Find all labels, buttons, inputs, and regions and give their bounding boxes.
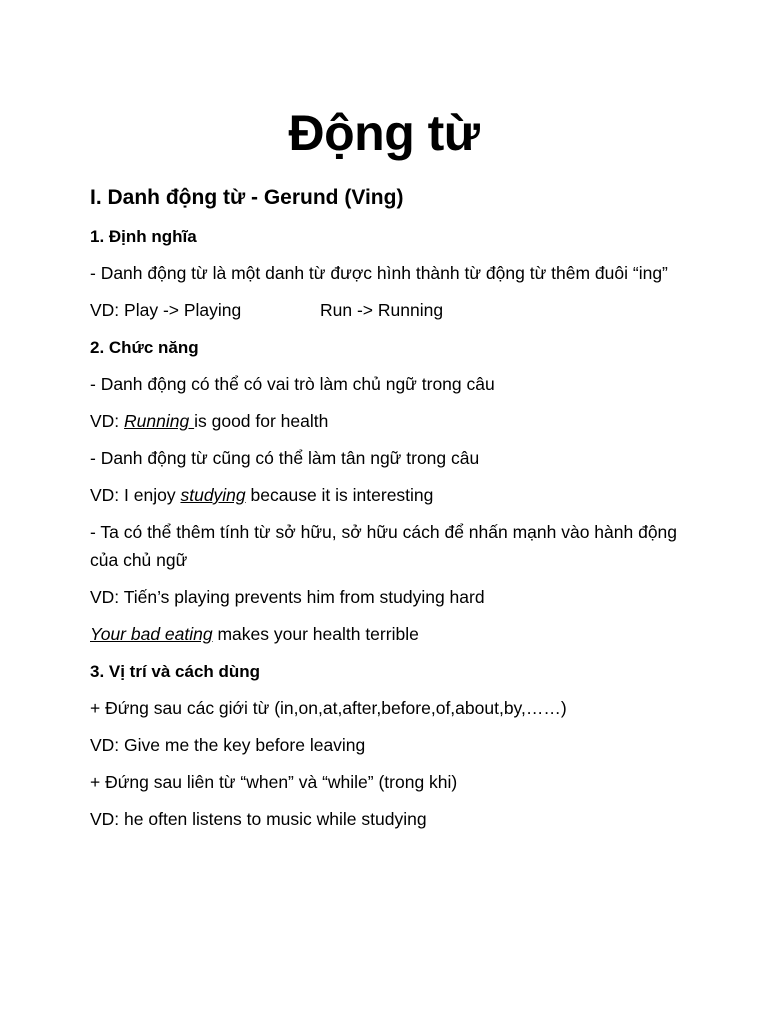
function-point-object: - Danh động từ cũng có thể làm tân ngữ trong câu bbox=[90, 448, 480, 468]
example-prefix: VD: bbox=[90, 411, 125, 431]
example-rest: because it is interesting bbox=[245, 485, 434, 505]
definition-example-line bbox=[90, 296, 678, 324]
function-point-subject: - Danh động có thể có vai trò làm chủ ngữ trong câu bbox=[90, 374, 495, 394]
document-title: Động từ bbox=[288, 105, 480, 161]
example-rest: makes your health terrible bbox=[212, 624, 419, 644]
definition-text: - Danh động từ là một danh từ được hình thành từ động từ thêm đuôi “ing” bbox=[90, 263, 668, 283]
function-point-possessive: - Ta có thể thêm tính từ sở hữu, sở hữu cách để nhấn mạnh vào hành động của chủ ngữ bbox=[90, 522, 678, 570]
example-prefix: VD: I enjoy bbox=[90, 485, 181, 505]
subheading-function: 2. Chức năng bbox=[90, 338, 199, 357]
usage-rule-prepositions: + Đứng sau các giới từ (in,on,at,after,before,of,about,by,……) bbox=[90, 698, 567, 718]
example-emphasis: Your bad eating bbox=[90, 624, 213, 644]
example-rest: is good for health bbox=[194, 411, 329, 431]
function-example-subject bbox=[90, 407, 678, 435]
example-emphasis: studying bbox=[180, 485, 246, 505]
usage-example-while-studying: VD: he often listens to music while studying bbox=[90, 809, 427, 829]
section-heading-gerund: I. Danh động từ - Gerund (Ving) bbox=[90, 186, 404, 209]
function-example-possessive: VD: Tiến’s playing prevents him from studying hard bbox=[90, 587, 485, 607]
usage-rule-conjunctions: + Đứng sau liên từ “when” và “while” (trong khi) bbox=[90, 772, 458, 792]
subheading-definition: 1. Định nghĩa bbox=[90, 227, 197, 246]
example-emphasis: Running bbox=[124, 411, 195, 431]
function-example-bad-eating bbox=[90, 620, 678, 648]
function-example-object bbox=[90, 481, 678, 509]
usage-example-before-leaving: VD: Give me the key before leaving bbox=[90, 735, 366, 755]
subheading-position-usage: 3. Vị trí và cách dùng bbox=[90, 662, 261, 681]
example-play: VD: Play -> Playing bbox=[90, 300, 242, 320]
example-run: Run -> Running bbox=[320, 300, 444, 320]
